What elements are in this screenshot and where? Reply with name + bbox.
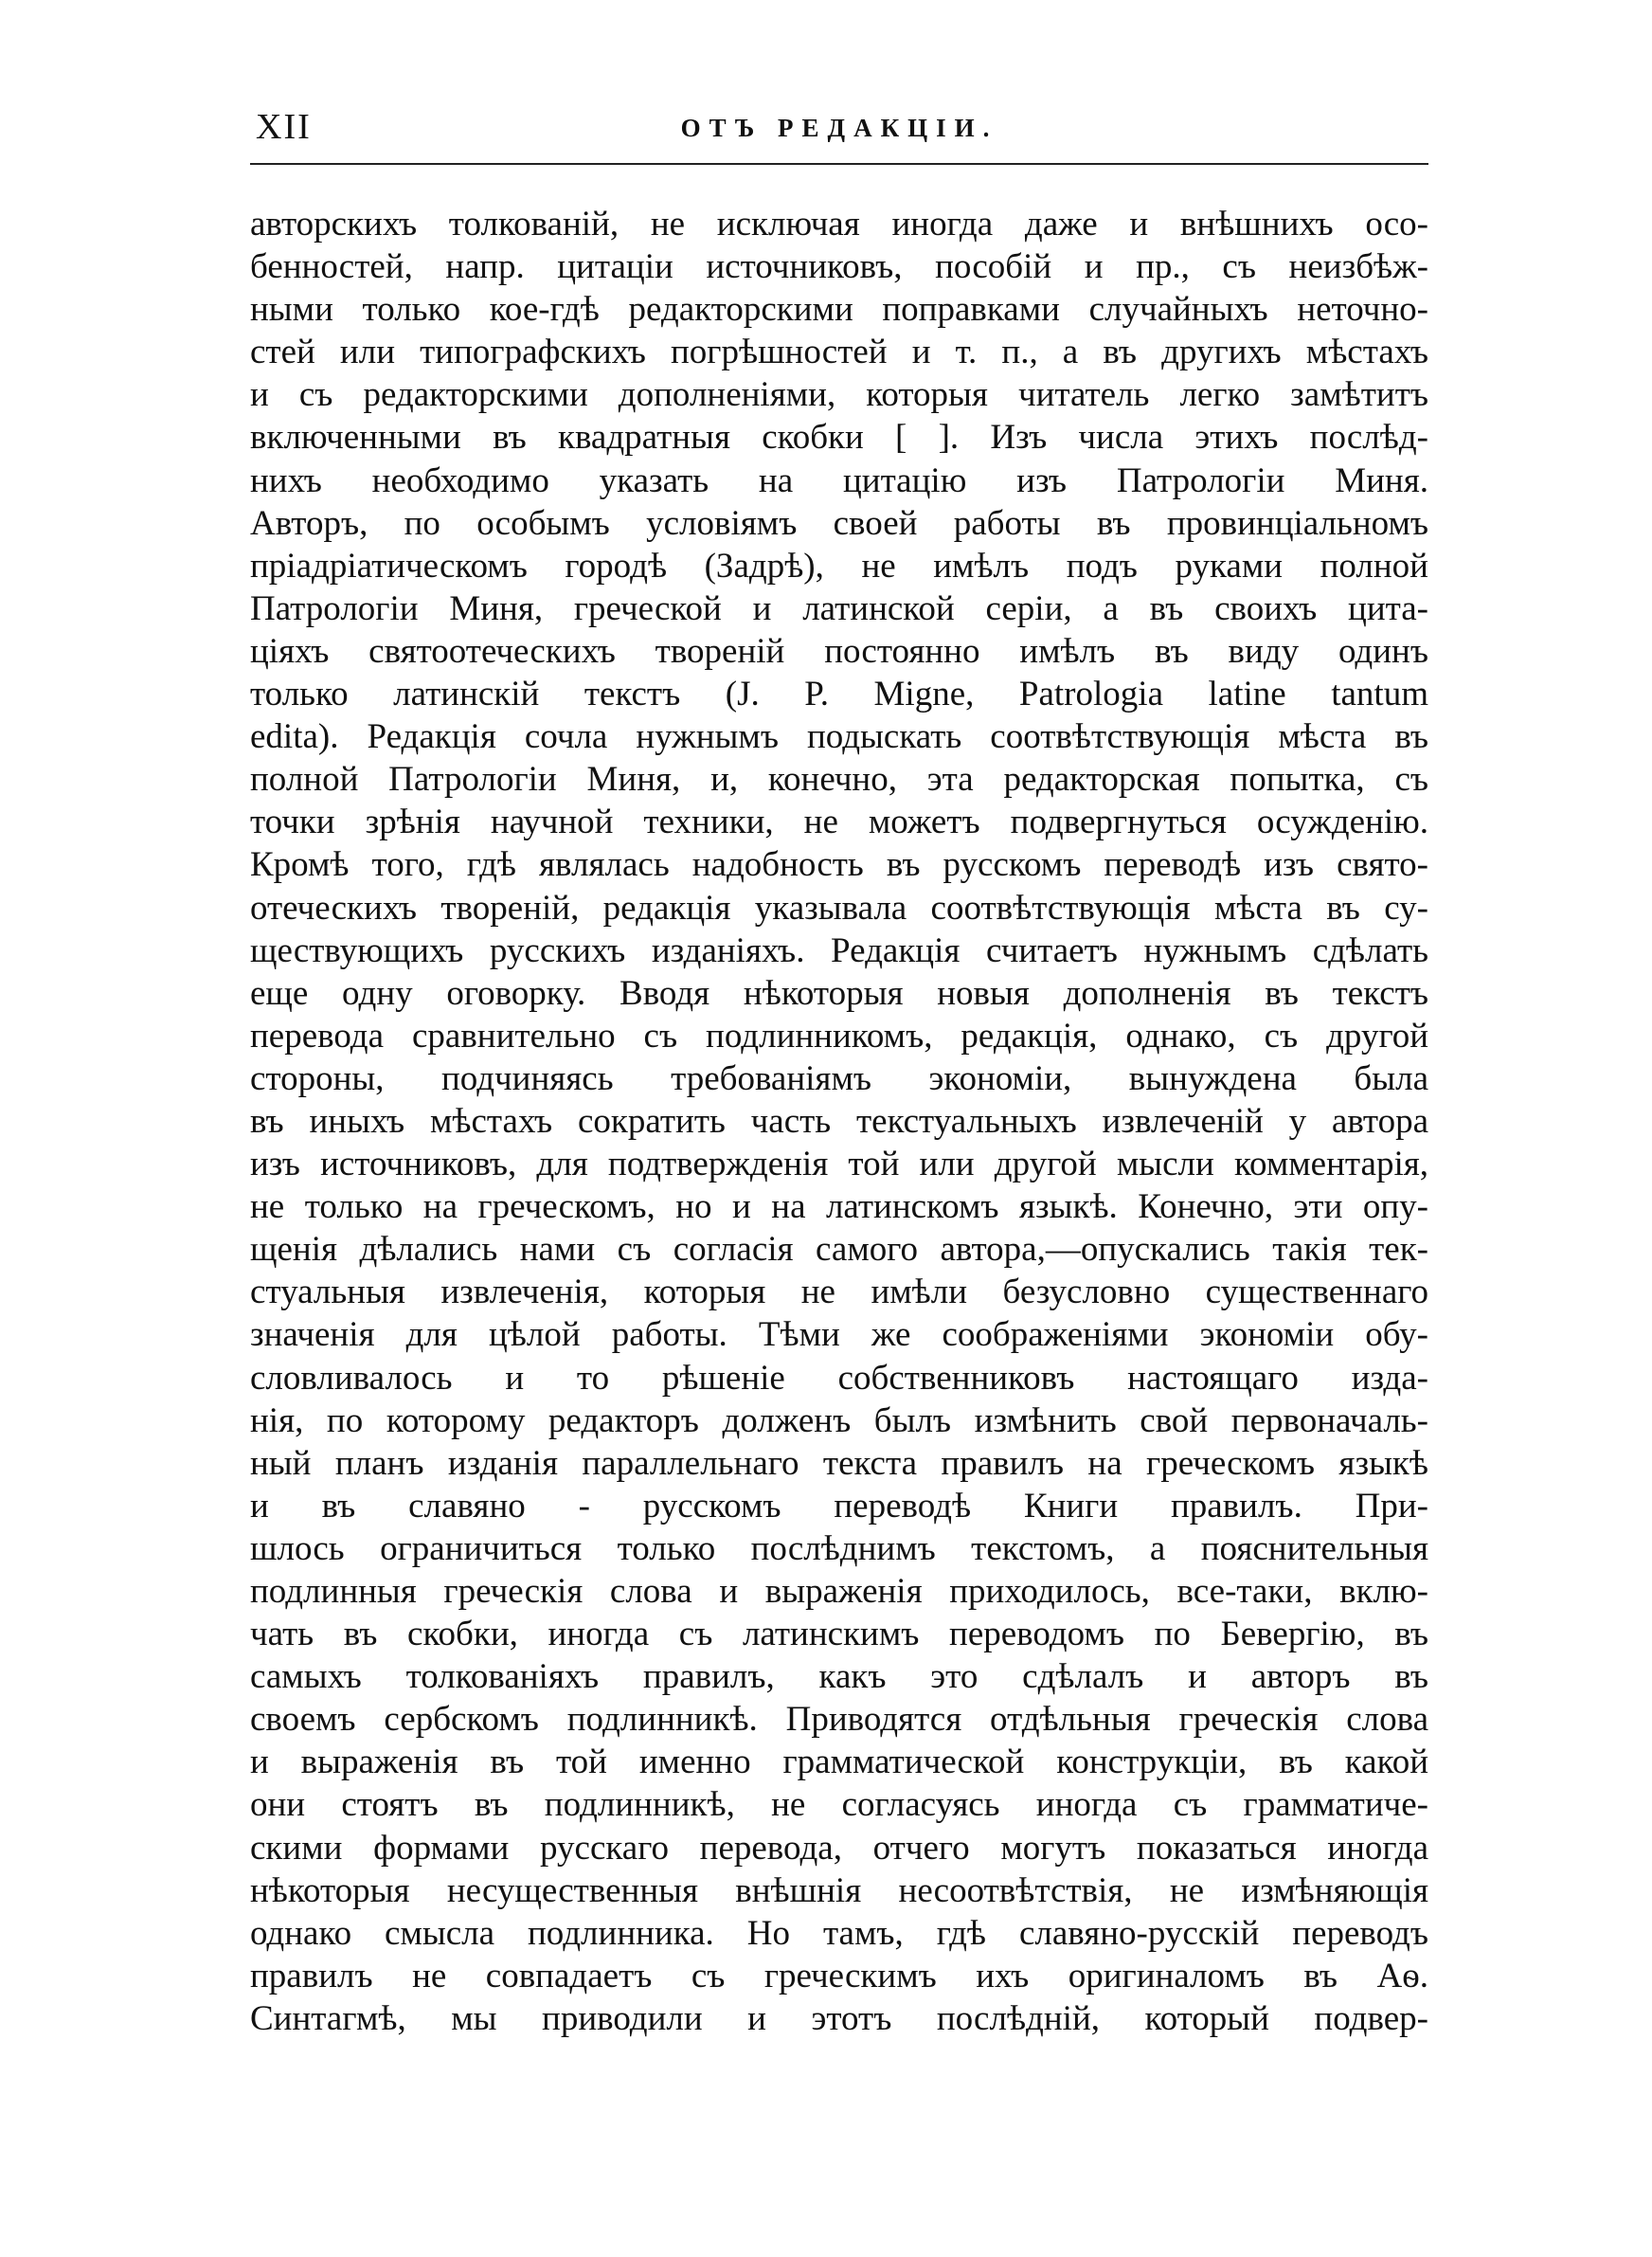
body-text — [250, 203, 1428, 2040]
text-line: авторскихъ толкованій, не исключая иногда даже и внѣшнихъ осо- — [250, 205, 1428, 244]
text-line: значенія для цѣлой работы. Тѣми же соображеніями экономіи обу- — [250, 1315, 1428, 1355]
text-line: скими формами русскаго перевода, отчего могутъ показаться иногда — [250, 1828, 1428, 1868]
text-line: полной Патрологіи Миня, и, конечно, эта редакторская попытка, съ — [250, 760, 1428, 800]
text-line: и въ славяно - русскомъ переводѣ Книги правилъ. При- — [250, 1486, 1428, 1526]
text-line: они стоятъ въ подлинникѣ, не согласуясь иногда съ грамматиче- — [250, 1785, 1428, 1825]
text-line: подлинныя греческія слова и выраженія приходилось, все-таки, вклю- — [250, 1572, 1428, 1611]
text-line: Авторъ, по особымъ условіямъ своей работы въ провинціальномъ — [250, 503, 1428, 543]
text-line: ный планъ изданія параллельнаго текста правилъ на греческомъ языкѣ — [250, 1443, 1428, 1483]
text-line: нихъ необходимо указать на цитацію изъ Патрологіи Миня. — [250, 460, 1428, 500]
text-line: самыхъ толкованіяхъ правилъ, какъ это сдѣлалъ и авторъ въ — [250, 1657, 1428, 1697]
text-line: бенностей, напр. цитаціи источниковъ, пособій и пр., съ неизбѣж- — [250, 247, 1428, 287]
text-line: Синтагмѣ, мы приводили и этотъ послѣдній, который подвер- — [250, 1998, 1428, 2038]
text-line: пріадріатическомъ городѣ (Задрѣ), не имѣлъ подъ руками полной — [250, 546, 1428, 586]
text-line: только латинскій текстъ (J. P. Migne, Patrologia latine tantum — [250, 675, 1428, 714]
text-line: отеческихъ твореній, редакція указывала соотвѣтствующія мѣста въ су- — [250, 888, 1428, 928]
text-line: ными только кое-гдѣ редакторскими поправками случайныхъ неточно- — [250, 290, 1428, 330]
text-line: ціяхъ святоотеческихъ твореній постоянно имѣлъ въ виду одинъ — [250, 631, 1428, 671]
text-line: не только на греческомъ, но и на латинскомъ языкѣ. Конечно, эти опу- — [250, 1187, 1428, 1227]
text-line: включенными въ квадратныя скобки [ ]. Изъ числа этихъ послѣд- — [250, 418, 1428, 458]
text-line: стей или типографскихъ погрѣшностей и т. п., а въ другихъ мѣстахъ — [250, 333, 1428, 372]
running-title: ОТЪ РЕДАКЦІИ. — [680, 114, 998, 142]
text-line: своемъ сербскомъ подлинникѣ. Приводятся отдѣльныя греческія слова — [250, 1700, 1428, 1740]
text-line: чать въ скобки, иногда съ латинскимъ переводомъ по Бевергію, въ — [250, 1615, 1428, 1654]
text-line: точки зрѣнія научной техники, не можетъ подвергнуться осужденію. — [250, 803, 1428, 842]
text-line: нія, по которому редакторъ долженъ былъ измѣнить свой первоначаль- — [250, 1400, 1428, 1440]
text-line: въ иныхъ мѣстахъ сократить часть текстуальныхъ извлеченій у автора — [250, 1101, 1428, 1141]
text-line: Кромѣ того, гдѣ являлась надобность въ русскомъ переводѣ изъ свято- — [250, 845, 1428, 885]
text-line: шлось ограничиться только послѣднимъ текстомъ, а пояснительныя — [250, 1528, 1428, 1568]
text-line: Патрологіи Миня, греческой и латинской серіи, а въ своихъ цита- — [250, 588, 1428, 628]
text-line: и выраженія въ той именно грамматической конструкціи, въ какой — [250, 1742, 1428, 1782]
text-line: стороны, подчиняясь требованіямъ экономіи, вынуждена была — [250, 1058, 1428, 1098]
text-line: edita). Редакція сочла нужнымъ подыскать соотвѣтствующія мѣста въ — [250, 717, 1428, 757]
header-rule — [250, 163, 1428, 165]
text-line: однако смысла подлинника. Но тамъ, гдѣ славяно-русскій переводъ — [250, 1913, 1428, 1953]
text-line: еще одну оговорку. Вводя нѣкоторыя новыя дополненія въ текстъ — [250, 973, 1428, 1013]
text-line: щенія дѣлались нами съ согласія самого автора,—опускались такія тек- — [250, 1230, 1428, 1270]
text-line: правилъ не совпадаетъ съ греческимъ ихъ оригиналомъ въ Аѳ. — [250, 1956, 1428, 1995]
text-line: нѣкоторыя несущественныя внѣшнія несоотвѣтствія, не измѣняющія — [250, 1870, 1428, 1910]
text-line: изъ источниковъ, для подтвержденія той или другой мысли комментарія, — [250, 1145, 1428, 1184]
page-number: XII — [256, 107, 312, 147]
text-line: и съ редакторскими дополненіями, которыя читатель легко замѣтитъ — [250, 375, 1428, 415]
text-line: стуальныя извлеченія, которыя не имѣли безусловно существеннаго — [250, 1273, 1428, 1312]
text-line: ществующихъ русскихъ изданіяхъ. Редакція считаетъ нужнымъ сдѣлать — [250, 930, 1428, 970]
text-line: перевода сравнительно съ подлинникомъ, редакція, однако, съ другой — [250, 1016, 1428, 1056]
page-header — [250, 102, 1428, 159]
text-line: словливалось и то рѣшеніе собственниковъ настоящаго изда- — [250, 1358, 1428, 1398]
